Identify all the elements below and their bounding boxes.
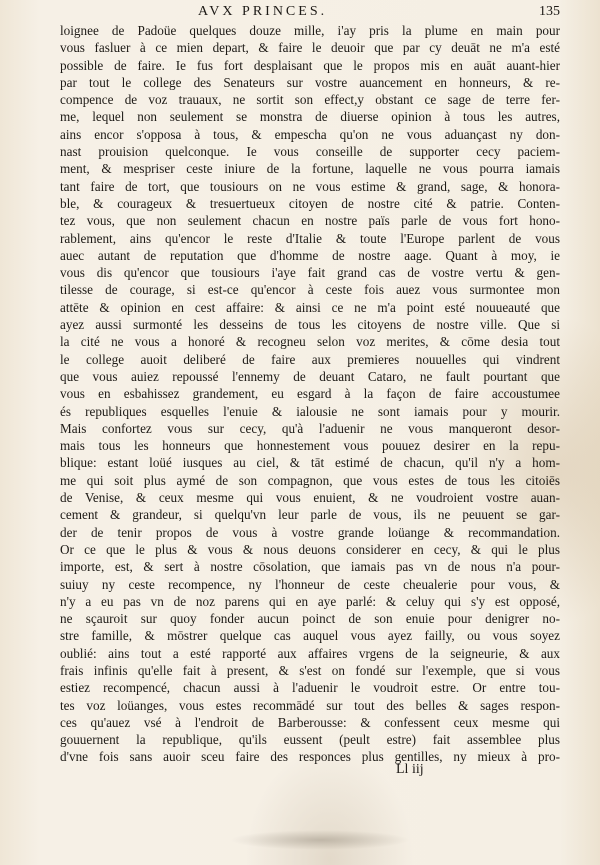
text-line: vous fasluer à ce mien depart, & faire le deuoir que par cy deuāt ne m'a esté bbox=[60, 40, 560, 56]
text-line: n'y a eu pas vn de noz parens qui en aye parlé: & celuy qui s'y est opposé, bbox=[60, 593, 560, 609]
text-line: tes voz loüanges, vous estes recommādé sur tout des belles & sages respon- bbox=[60, 697, 560, 713]
signature-mark: Ll iij bbox=[396, 762, 424, 777]
body-text bbox=[60, 22, 560, 766]
text-line: stre famille, & mōstrer quelque cas auquel vous ayez failly, ou vous soyez bbox=[60, 628, 560, 644]
page-number: 135 bbox=[539, 4, 560, 19]
text-line: és republiques esquelles l'enuie & ialousie ne sont iamais pour y mourir. bbox=[60, 403, 560, 419]
text-line: ment, & mespriser ceste iniure de la fortune, laquelle ne vous pourra iamais bbox=[60, 161, 560, 177]
text-line: me qui soit plus aymé de son compagnon, que vous estes de tous les citoiēs bbox=[60, 472, 560, 488]
text-line: blique: estant loüé iusques au ciel, & tāt estimé de chacun, qu'il n'y a hom- bbox=[60, 455, 560, 471]
running-head: AVX PRINCES. bbox=[198, 4, 328, 19]
text-line: par tout le college des Senateurs sur vostre auancement en honneurs, & re- bbox=[60, 74, 560, 90]
text-line: que vous auiez repoussé l'ennemy de deuant Cataro, ne fault pourtant que bbox=[60, 368, 560, 384]
text-line: de Venise, & ceux mesme qui vous enuient, & ne voudroient vostre auan- bbox=[60, 490, 560, 506]
text-line: importe, est, & sert à nostre cōsolation, que iamais pas vn de nous n'a pour- bbox=[60, 559, 560, 575]
text-line: gouuernent la republique, qu'ils eussent (peult estre) fait assemblee plus bbox=[60, 732, 560, 748]
text-line: nast prouision quelconque. Ie vous conseille de supporter cecy paciem- bbox=[60, 144, 560, 160]
text-line: le college auoit deliberé de faire aux premieres nouuelles qui vindrent bbox=[60, 351, 560, 367]
text-line: possible de faire. Ie fus fort desplaisant que le propos mis en auāt auant-hier bbox=[60, 57, 560, 73]
page-stain bbox=[230, 830, 410, 850]
text-line: frais infinis qu'elle fait à present, & s'est on fondé sur l'exemple, que si vous bbox=[60, 662, 560, 678]
text-line: vous en esbahissez grandement, eu esgard à la façon de faire accoustumee bbox=[60, 386, 560, 402]
text-line: rablement, ains qu'encor le reste d'Italie & toute l'Europe parlent de vous bbox=[60, 230, 560, 246]
text-line: auec autant de reputation que d'homme de nostre aage. Quant à moy, ie bbox=[60, 247, 560, 263]
text-line: attēte & opinion en cest affaire: & ainsi ce ne m'a point esté nouueauté que bbox=[60, 299, 560, 315]
text-line: estiez recompencé, chacun aussi à l'aduenir le voudroit estre. Or entre tou- bbox=[60, 680, 560, 696]
text-line: ble, & courageux & tresuertueux citoyen de nostre cité & patrie. Conten- bbox=[60, 195, 560, 211]
text-line: ne sçauroit sur quoy fonder aucun poinct de son enuie pour denigrer no- bbox=[60, 611, 560, 627]
text-line: tant faire de tort, que tousiours on ne vous estime & grand, sage, & honora- bbox=[60, 178, 560, 194]
text-line: tilesse de courage, si est-ce qu'encor à ceste fois auez vous surmontee mon bbox=[60, 282, 560, 298]
text-line: compence de voz trauaux, ne sortit son effect,y obstant ce sage de terre fer- bbox=[60, 92, 560, 108]
text-line: vous dis qu'encor que tousiours i'aye fait grand cas de vostre vertu & gen- bbox=[60, 265, 560, 281]
text-line: d'vne fois sans auoir sceu faire des responces plus gentilles, ny mieux à pro- bbox=[60, 749, 560, 765]
text-line: tez vous, que non seulement chacun en nostre païs parle de vous fort hono- bbox=[60, 213, 560, 229]
text-line: me, lequel non seulement se monstra de diuerse opinion à tous les autres, bbox=[60, 109, 560, 125]
text-line: ains encor s'opposa à tous, & empescha qu'on ne vous aduançast ny don- bbox=[60, 126, 560, 142]
text-line: Or ce que le plus & vous & nous deuons considerer en cecy, & qui le plus bbox=[60, 541, 560, 557]
text-line: der de tenir propos de vous à vostre grande loüange & recommandation. bbox=[60, 524, 560, 540]
text-line: Mais confortez vous sur cecy, qu'à l'aduenir ne vous manqueront desor- bbox=[60, 420, 560, 436]
text-line: suiuy ny ceste recompence, ny l'honneur de ceste cheualerie pour vous, & bbox=[60, 576, 560, 592]
text-line: oublié: ains tout a esté rapporté aux affaires vrgens de la seigneurie, & aux bbox=[60, 645, 560, 661]
text-line: la cité ne vous a honoré & recogneu selon voz merites, & cōme desia tout bbox=[60, 334, 560, 350]
text-line: loignee de Padoüe quelques douze mille, i'ay pris la plume en main pour bbox=[60, 23, 560, 38]
text-line: ces qu'auez vsé à l'endroit de Barberousse: & confessent ceux mesme qui bbox=[60, 714, 560, 730]
text-line: ayez aussi surmonté les desseins de tous les citoyens de nostre ville. Que si bbox=[60, 317, 560, 333]
page-header bbox=[60, 4, 560, 22]
text-line: mais tous les honneurs que honnestement vous pouuez desirer en la repu- bbox=[60, 438, 560, 454]
text-line: cement & grandeur, si quelqu'vn leur parle de vous, ils ne peuuent se gar- bbox=[60, 507, 560, 523]
